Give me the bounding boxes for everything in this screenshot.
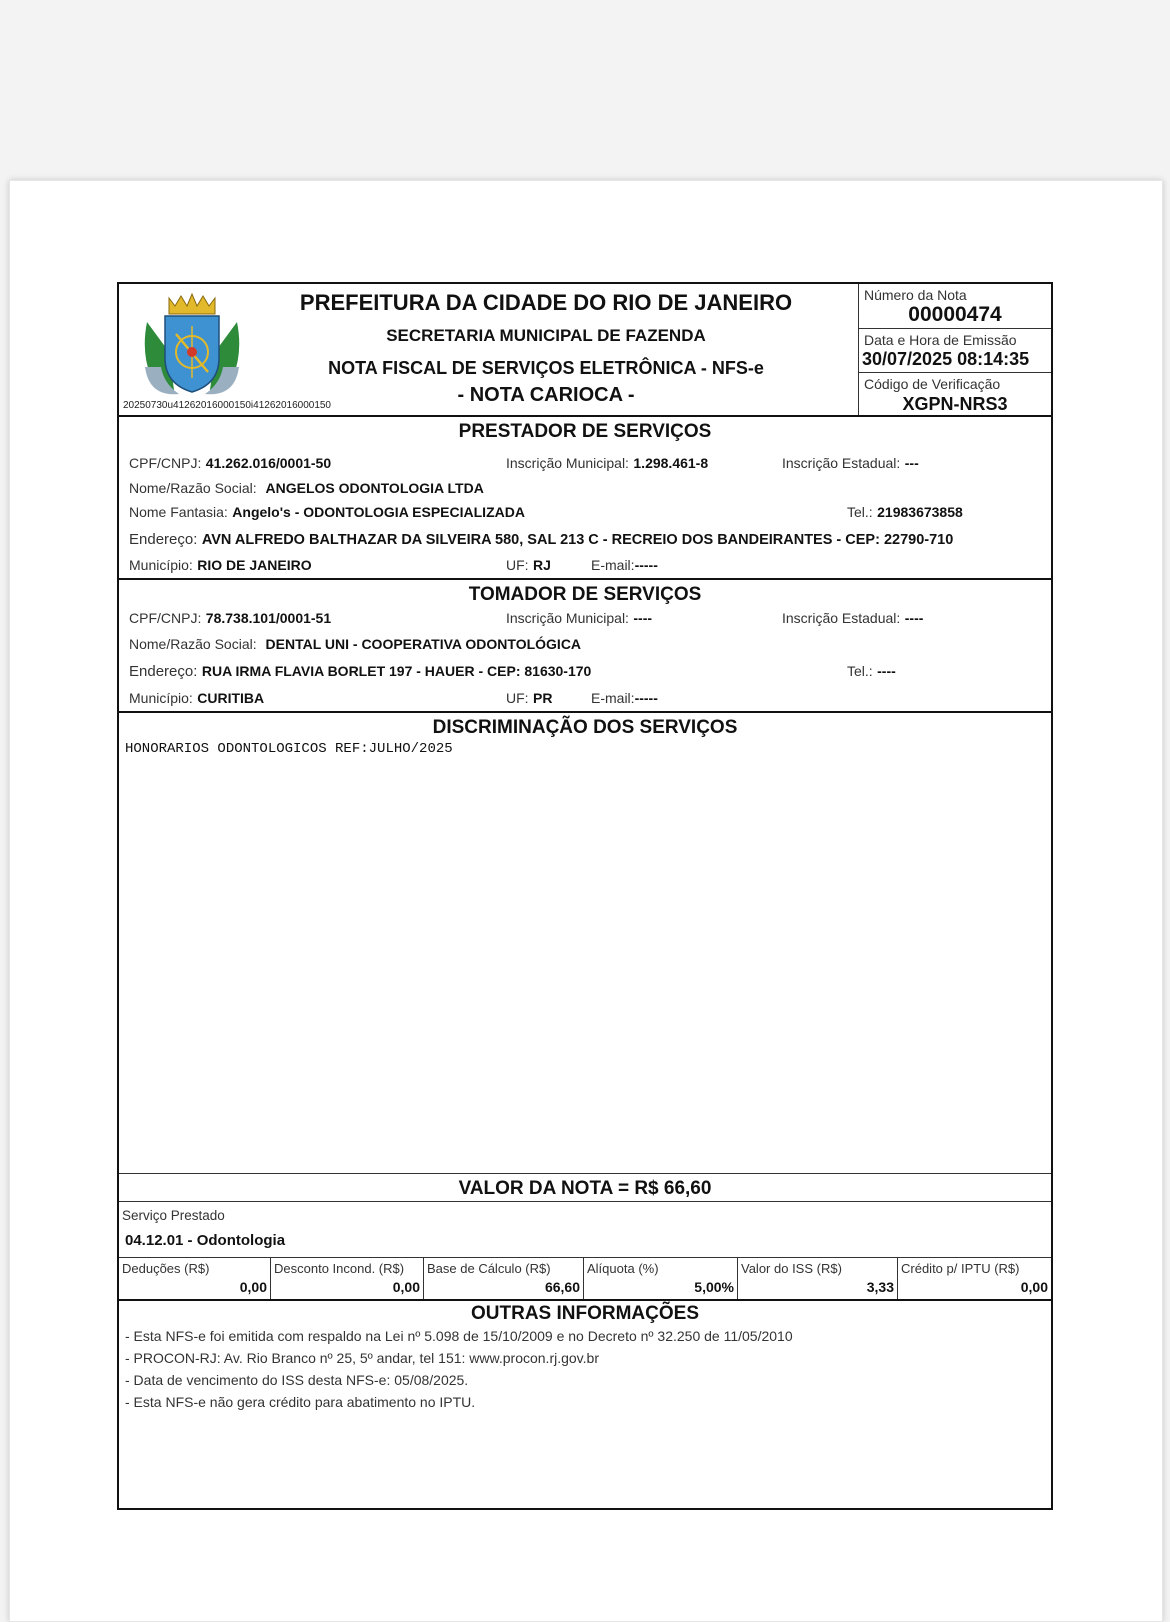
prestador-cnpj-label: CPF/CNPJ: xyxy=(129,455,202,471)
tomador-tel-label: Tel.: xyxy=(847,663,873,679)
base-calculo-label: Base de Cálculo (R$) xyxy=(427,1261,551,1276)
barcode-text: 20250730u41262016000150i41262016000150 xyxy=(123,400,331,411)
tomador-cnpj-label: CPF/CNPJ: xyxy=(129,610,202,626)
prestador-municipio: RIO DE JANEIRO xyxy=(197,557,312,573)
tomador-email-label: E-mail: xyxy=(591,690,635,706)
tomador-ie: ---- xyxy=(904,610,924,626)
coat-of-arms-icon xyxy=(139,292,245,402)
desconto-cell xyxy=(271,1258,424,1299)
aliquota-cell xyxy=(584,1258,738,1299)
prestador-section xyxy=(119,415,1051,578)
tomador-uf-label: UF: xyxy=(506,690,529,706)
valor-iss-label: Valor do ISS (R$) xyxy=(741,1261,842,1276)
discriminacao-title: DISCRIMINAÇÃO DOS SERVIÇOS xyxy=(432,717,738,738)
info-line: - PROCON-RJ: Av. Rio Branco nº 25, 5º andar, tel 151: www.procon.rj.gov.br xyxy=(125,1350,599,1366)
info-line: - Esta NFS-e foi emitida com respaldo na Lei nº 5.098 de 15/10/2009 e no Decreto nº 32.250 de 11/05/2010 xyxy=(125,1328,793,1344)
header-section xyxy=(119,284,1051,415)
prestador-email-label: E-mail: xyxy=(591,557,635,573)
tomador-razao-label: Nome/Razão Social: xyxy=(129,636,257,652)
title-nota-carioca: - NOTA CARIOCA - xyxy=(457,384,635,406)
valor-iss-value: 3,33 xyxy=(866,1279,894,1295)
title-prefeitura: PREFEITURA DA CIDADE DO RIO DE JANEIRO xyxy=(299,290,793,315)
deducoes-value: 0,00 xyxy=(239,1279,267,1295)
aliquota-label: Alíquota (%) xyxy=(587,1261,659,1276)
numero-nota-label: Número da Nota xyxy=(864,287,967,303)
nfse-document xyxy=(117,282,1053,1510)
emissao-label: Data e Hora de Emissão xyxy=(864,332,1017,348)
tomador-ie-label: Inscrição Estadual: xyxy=(782,610,901,626)
discriminacao-text: HONORARIOS ODONTOLOGICOS REF:JULHO/2025 xyxy=(125,741,453,757)
servico-value: 04.12.01 - Odontologia xyxy=(125,1232,286,1249)
tomador-im-label: Inscrição Municipal: xyxy=(506,610,629,626)
prestador-razao-label: Nome/Razão Social: xyxy=(129,480,257,496)
tomador-im: ---- xyxy=(633,610,653,626)
prestador-tel: 21983673858 xyxy=(877,504,963,520)
servico-label: Serviço Prestado xyxy=(122,1208,225,1223)
tomador-razao: DENTAL UNI - COOPERATIVA ODONTOLÓGICA xyxy=(265,636,582,652)
credito-iptu-label: Crédito p/ IPTU (R$) xyxy=(901,1261,1020,1276)
prestador-ie-label: Inscrição Estadual: xyxy=(782,455,901,471)
deducoes-cell xyxy=(119,1258,271,1299)
valor-iss-cell xyxy=(738,1258,898,1299)
desconto-label: Desconto Incond. (R$) xyxy=(274,1261,405,1276)
credito-iptu-cell xyxy=(898,1258,1051,1299)
prestador-uf: RJ xyxy=(533,557,551,573)
outras-title: OUTRAS INFORMAÇÕES xyxy=(471,1303,699,1324)
valor-nota: VALOR DA NOTA = R$ 66,60 xyxy=(458,1178,712,1199)
prestador-razao: ANGELOS ODONTOLOGIA LTDA xyxy=(265,480,484,496)
prestador-municipio-label: Município: xyxy=(129,557,193,573)
header-info-box xyxy=(858,284,1051,415)
outras-section xyxy=(119,1299,1051,1508)
info-line: - Esta NFS-e não gera crédito para abatimento no IPTU. xyxy=(125,1394,476,1410)
tributos-row xyxy=(119,1258,1051,1299)
emissao-value: 30/07/2025 08:14:35 xyxy=(862,349,1030,369)
prestador-fantasia-label: Nome Fantasia: xyxy=(129,504,228,520)
codigo-cell xyxy=(859,372,1051,415)
desconto-value: 0,00 xyxy=(392,1279,420,1295)
servico-section xyxy=(119,1201,1051,1257)
base-calculo-cell xyxy=(424,1258,584,1299)
prestador-cnpj: 41.262.016/0001-50 xyxy=(205,455,332,471)
credito-iptu-value: 0,00 xyxy=(1020,1279,1048,1295)
discriminacao-section xyxy=(119,711,1051,1173)
tomador-section xyxy=(119,578,1051,711)
aliquota-value: 5,00% xyxy=(694,1279,734,1295)
prestador-im-label: Inscrição Municipal: xyxy=(506,455,629,471)
base-calculo-value: 66,60 xyxy=(544,1279,580,1295)
outras-lines xyxy=(125,1325,793,1413)
tomador-tel: ---- xyxy=(877,663,896,679)
tomador-uf: PR xyxy=(533,690,553,706)
tributos-section xyxy=(119,1257,1051,1299)
title-secretaria: SECRETARIA MUNICIPAL DE FAZENDA xyxy=(386,326,706,345)
title-nfse: NOTA FISCAL DE SERVIÇOS ELETRÔNICA - NFS-e xyxy=(328,358,764,378)
deducoes-label: Deduções (R$) xyxy=(122,1261,210,1276)
codigo-label: Código de Verificação xyxy=(864,376,1001,392)
tomador-municipio: CURITIBA xyxy=(197,690,265,706)
prestador-endereco-label: Endereço: xyxy=(129,531,198,548)
prestador-email: ----- xyxy=(634,557,658,573)
info-line: - Data de vencimento do ISS desta NFS-e: 05/08/2025. xyxy=(125,1372,469,1388)
prestador-im: 1.298.461-8 xyxy=(633,455,709,471)
prestador-endereco: AVN ALFREDO BALTHAZAR DA SILVEIRA 580, SAL 213 C - RECREIO DOS BANDEIRANTES - CEP: 22790-710 xyxy=(201,532,954,548)
emissao-cell xyxy=(859,328,1051,372)
tomador-endereco: RUA IRMA FLAVIA BORLET 197 - HAUER - CEP: 81630-170 xyxy=(201,663,592,679)
prestador-uf-label: UF: xyxy=(506,557,529,573)
prestador-title: PRESTADOR DE SERVIÇOS xyxy=(458,421,712,442)
valor-section xyxy=(119,1173,1051,1201)
prestador-fantasia: Angelo's - ODONTOLOGIA ESPECIALIZADA xyxy=(232,504,525,520)
tomador-title: TOMADOR DE SERVIÇOS xyxy=(468,584,702,605)
tomador-endereco-label: Endereço: xyxy=(129,663,198,680)
tomador-cnpj: 78.738.101/0001-51 xyxy=(205,610,332,626)
prestador-tel-label: Tel.: xyxy=(847,504,873,520)
prestador-ie: --- xyxy=(904,455,919,471)
numero-nota-cell xyxy=(859,284,1051,328)
tomador-email: ----- xyxy=(634,690,658,706)
numero-nota-value: 00000474 xyxy=(908,303,1002,326)
codigo-value: XGPN-NRS3 xyxy=(902,394,1008,414)
tomador-municipio-label: Município: xyxy=(129,690,193,706)
